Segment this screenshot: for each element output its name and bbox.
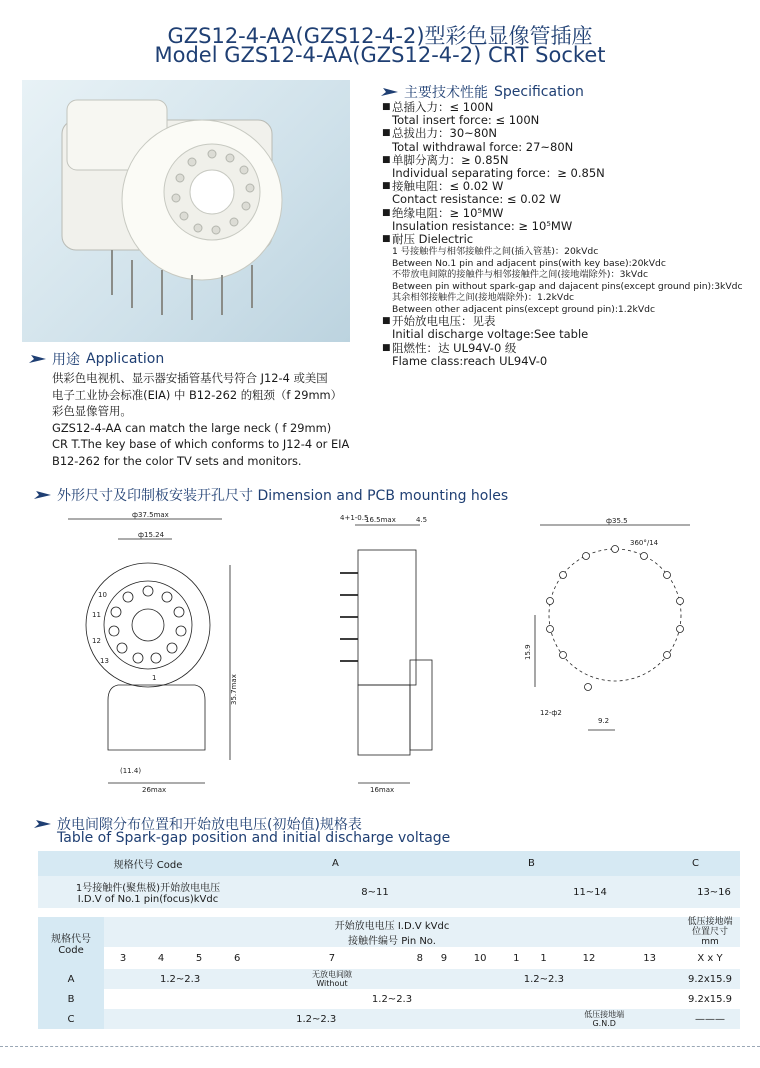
- application-heading-cn: 用途: [52, 352, 80, 368]
- gnd-head-2: 位置尺寸: [691, 927, 728, 937]
- front-view-drawing: [68, 511, 238, 794]
- row-b-v: 1.2~2.3: [371, 993, 413, 1005]
- code-header: 规格代号 Code: [113, 860, 183, 871]
- spec-item: ■ 总拔出力：30~80N Total withdrawal force: 27~80N: [382, 126, 574, 154]
- spec-cn: 开始放电电压：见表: [392, 314, 496, 329]
- spark-table-1: [38, 851, 740, 908]
- dimension-heading: [35, 485, 508, 505]
- row-a-pos: 9.2x15.9: [687, 973, 733, 985]
- application-line: CR T.The key base of which conforms to J12-4 or EIA: [52, 437, 350, 451]
- dim-hole: 12-ф2: [540, 709, 562, 717]
- spec-cn: 单脚分离力：≥ 0.85N: [392, 152, 509, 167]
- application-line: 电子工业协会标准(EIA) 中 B12-262 的粗颈（f 29mm）: [52, 387, 343, 402]
- dielectric-line: 1 号接触件与相邻接触件之间(插入管基)：20kVdc: [392, 246, 599, 258]
- dielectric-line: 其余相邻接触件之间(接地端除外)：1.2kVdc: [392, 292, 575, 304]
- spec-item: ■ 接触电阻：≤ 0.02 W Contact resistance: ≤ 0.02 W: [382, 179, 561, 207]
- pin-label: 12: [92, 637, 101, 645]
- spec-cn: 阻燃性：达 UL94V-0 级: [392, 340, 517, 355]
- dim-a: 4+1-0.5: [340, 514, 369, 522]
- spec-en: Total withdrawal force: 27~80N: [392, 139, 574, 154]
- pin-number: 1: [540, 952, 547, 964]
- dim-c: 4.5: [416, 516, 428, 524]
- dim-width: 26max: [142, 786, 167, 794]
- idv-label-en: I.D.V of No.1 pin(focus)kVdc: [77, 894, 219, 905]
- row-c-pos: ———: [695, 1013, 725, 1025]
- spec-en: Contact resistance: ≤ 0.02 W: [392, 192, 561, 207]
- pin-number: 12: [582, 952, 596, 964]
- dim-inner: ф15.24: [138, 531, 165, 539]
- row-code-c: C: [38, 1009, 104, 1029]
- code-en: Code: [58, 945, 84, 956]
- dielectric-head: 耐压 Dielectric: [392, 232, 474, 247]
- application-text: [52, 370, 372, 469]
- pin-number: 3: [119, 952, 127, 964]
- spec-cn: 总插入力：≤ 100N: [392, 100, 494, 114]
- table-heading-en-text: Table of Spark-gap position and initial discharge voltage: [57, 830, 451, 846]
- spec-list: [382, 101, 752, 368]
- dim-b: 16.5max: [365, 516, 396, 524]
- idv-row-label: [38, 876, 258, 908]
- dim-angle: 360°/14: [630, 539, 659, 547]
- dielectric-line: Between pin without spark-gap and dajacent pins(except ground pin):3kVdc: [392, 280, 743, 292]
- code-cn: 规格代号: [51, 934, 91, 945]
- idv-value-b: 11~14: [573, 886, 607, 898]
- page-title-en: Model GZS12-4-AA(GZS12-4-2) CRT Socket: [154, 43, 606, 67]
- spec-item: ■ 绝缘电阻：≥ 10⁵MW Insulation resistance: ≥ 10⁵MW: [382, 205, 573, 233]
- spec-en: Total insert force: ≤ 100N: [392, 113, 540, 128]
- idv-label-cn: 1号接触件(聚焦极)开始放电电压: [75, 883, 221, 894]
- pin-number: 9: [440, 952, 448, 964]
- dim-height: 35.7max: [230, 674, 238, 705]
- application-line: 彩色显像管用。: [52, 404, 132, 418]
- socket-illustration: [22, 80, 350, 342]
- pin-label: 13: [100, 657, 109, 665]
- row-a-without: [256, 969, 408, 989]
- gnd-head-3: mm: [701, 937, 719, 947]
- pin-label: 11: [92, 611, 101, 619]
- code-b: B: [528, 858, 535, 869]
- row-code-b: B: [38, 989, 104, 1009]
- spec-heading-cn: 主要技术性能: [404, 85, 488, 101]
- application-heading: [30, 349, 164, 369]
- row-code-a: A: [38, 969, 104, 989]
- dim-h: 15.9: [524, 644, 532, 660]
- application-line: 供彩色电视机、显示器安插管基代号符合 J12-4 或美国: [52, 371, 328, 385]
- application-heading-en: Application: [86, 351, 165, 367]
- section-arrow-icon: [381, 88, 399, 96]
- row-c-gnd: [528, 1009, 680, 1029]
- pin-number: 8: [416, 952, 423, 964]
- pcb-holes-drawing: [524, 517, 690, 730]
- code-cell: [38, 917, 104, 969]
- spec-item-flame: ■ 阻燃性：达 UL94V-0 级 Flame class:reach UL94V-0: [382, 340, 548, 368]
- spec-cn: 接触电阻：≤ 0.02 W: [392, 179, 504, 194]
- gnd-head-1: 低压接地端: [687, 917, 733, 927]
- dielectric-line: 不带放电间隙的接触件与相邻接触件之间(接地端除外)：3kVdc: [392, 269, 649, 281]
- product-photo: [22, 80, 350, 342]
- spec-cn: 总拔出力：30~80N: [392, 126, 498, 141]
- dimension-drawings: [0, 505, 760, 805]
- pin-number: 10: [473, 952, 487, 964]
- row-a-v1: 1.2~2.3: [160, 973, 201, 985]
- pin-number: 4: [157, 952, 165, 964]
- spec-heading: [382, 82, 584, 102]
- pin-number: 5: [195, 952, 203, 964]
- dielectric-line: Between No.1 pin and adjacent pins(with key base):20kVdc: [392, 257, 666, 269]
- idv-value-c: 13~16: [697, 886, 731, 898]
- gnd-header: [680, 917, 740, 947]
- spec-en: Insulation resistance: ≥ 10⁵MW: [392, 218, 573, 233]
- dim-w: 9.2: [598, 717, 610, 725]
- gnd-en: G.N.D: [592, 1019, 616, 1028]
- pin-no-header: 接触件编号 Pin No.: [348, 936, 436, 947]
- spec-item-discharge: ■ 开始放电电压：见表 Initial discharge voltage:See table: [382, 314, 589, 342]
- dim-d: 16max: [370, 786, 395, 794]
- spec-en: Flame class:reach UL94V-0: [392, 353, 548, 368]
- dielectric-line: Between other adjacent pins(except ground pin):1.2kVdc: [392, 303, 656, 315]
- section-arrow-icon: [34, 491, 52, 499]
- section-arrow-icon: [34, 820, 52, 828]
- pin-number: 1: [513, 952, 520, 964]
- section-arrow-icon: [29, 355, 47, 363]
- row-b-pos: 9.2x15.9: [687, 993, 733, 1005]
- table-heading-en: [57, 830, 450, 846]
- xy-header: X x Y: [697, 952, 723, 964]
- dim-outer: ф37.5max: [132, 511, 169, 519]
- pin-number: 13: [643, 952, 656, 964]
- pin-label: 1: [152, 674, 157, 682]
- gnd-cn: 低压接地端: [584, 1010, 625, 1019]
- without-cn: 无放电间隙: [311, 970, 352, 979]
- idv-value-a: 8~11: [361, 886, 389, 898]
- spark-table-2: [38, 917, 740, 1029]
- idv-header: 开始放电电压 I.D.V kVdc: [334, 921, 450, 932]
- spec-heading-en: Specification: [494, 84, 584, 100]
- dim-ref: (11.4): [120, 767, 142, 775]
- table-heading-cn-text: 放电间隙分布位置和开始放电电压(初始值)规格表: [57, 817, 362, 833]
- dim-dia: ф35.5: [606, 517, 628, 525]
- spec-cn: 绝缘电阻：≥ 10⁵MW: [392, 205, 504, 220]
- footer-divider: [0, 1046, 760, 1047]
- without-en: Without: [316, 979, 348, 988]
- pin-number: 7: [328, 952, 336, 964]
- pin-label: 10: [98, 591, 107, 599]
- row-c-v: 1.2~2.3: [296, 1013, 337, 1025]
- pin-number: 6: [233, 952, 241, 964]
- spec-en: Initial discharge voltage:See table: [392, 327, 589, 342]
- spec-item-dielectric: ■ 耐压 Dielectric 1 号接触件与相邻接触件之间(插入管基)：20kVdc Between No.1 pin and adjacent pins(with key base):20kVdc 不带放电间隙的接触件与相邻接触件之间(接地端除外)：3kVdc Between pin without spark-gap and dajacent pins(except ground pin):3kVdc 其余相邻接触件之间(接地端除外)：1.2kVdc Between other adjacent pins(except ground pin):1.2kVdc: [382, 232, 743, 315]
- side-view-drawing: [340, 514, 432, 794]
- page-title-cn: GZS12-4-AA(GZS12-4-2)型彩色显像管插座: [167, 24, 593, 48]
- row-a-v2: 1.2~2.3: [523, 973, 564, 985]
- dimension-heading-text: 外形尺寸及印制板安装开孔尺寸 Dimension and PCB mounting holes: [57, 488, 509, 504]
- code-c: C: [692, 858, 699, 869]
- spec-item: ■ 单脚分离力：≥ 0.85N Individual separating force：≥ 0.85N: [382, 152, 605, 181]
- application-line: B12-262 for the color TV sets and monitors.: [52, 453, 302, 468]
- spec-en: Individual separating force：≥ 0.85N: [392, 166, 605, 181]
- spec-item: ■ 总插入力：≤ 100N Total insert force: ≤ 100N: [382, 100, 540, 128]
- code-a: A: [332, 858, 339, 869]
- application-line: GZS12-4-AA can match the large neck ( f 29mm): [52, 420, 332, 435]
